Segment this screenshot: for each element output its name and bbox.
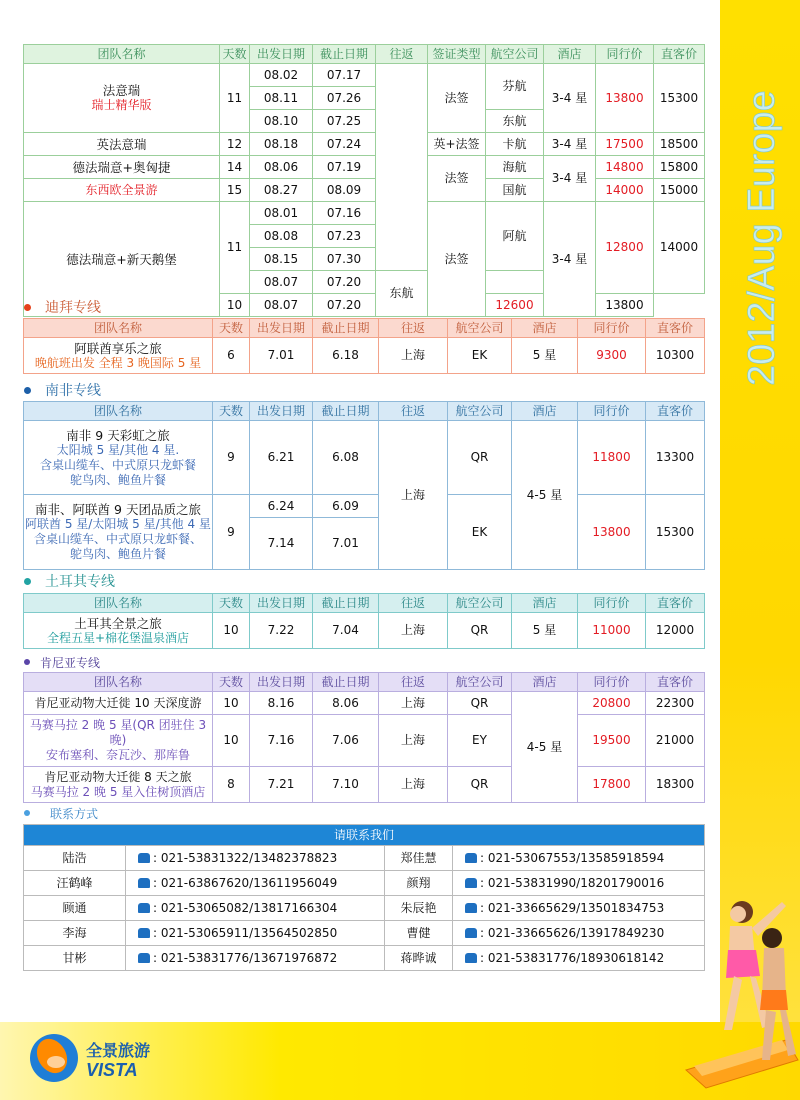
air-cell: EK <box>448 495 512 570</box>
peer-price: 13800 <box>596 64 654 133</box>
col-visa: 签证类型 <box>428 45 486 64</box>
phone-icon <box>465 853 477 863</box>
cut-cell: 7.10 <box>313 767 379 803</box>
peer-price: 20800 <box>578 692 646 715</box>
days-cell: 9 <box>213 421 250 495</box>
section-contact-title <box>24 804 98 822</box>
kenya-table <box>23 672 704 803</box>
col-route: 往返 <box>379 319 448 338</box>
cut-cell: 07.20 <box>313 294 376 317</box>
route-cell <box>376 64 428 271</box>
dep-cell: 08.07 <box>250 294 313 317</box>
contact-name: 蒋晔诚 <box>385 946 453 971</box>
dep-cell: 08.10 <box>250 110 313 133</box>
kenya-header-row <box>24 673 705 692</box>
route-cell: 上海 <box>379 692 448 715</box>
col-days: 天数 <box>213 319 250 338</box>
tour-name-cell: 马赛马拉 2 晚 5 星(QR 团驻住 3 晚) 安布塞利、奈瓦沙、那库鲁 <box>24 715 213 767</box>
cut-cell: 7.01 <box>313 518 379 570</box>
cut-cell: 07.24 <box>313 133 376 156</box>
direct-price: 18300 <box>646 767 705 803</box>
col-dep: 出发日期 <box>250 673 313 692</box>
direct-price: 15300 <box>646 495 705 570</box>
svg-text:2012/Aug Europe: 2012/Aug Europe <box>741 90 783 386</box>
peer-price: 11800 <box>578 421 646 495</box>
table-row <box>24 767 705 803</box>
direct-price: 15800 <box>654 156 705 179</box>
days-cell: 8 <box>213 767 250 803</box>
tour-name-cell: 东西欧全景游 <box>24 179 220 202</box>
svg-text:全景旅游: 全景旅游 <box>86 1043 151 1060</box>
col-name: 团队名称 <box>24 402 213 421</box>
cut-cell: 7.06 <box>313 715 379 767</box>
col-peer: 同行价 <box>578 402 646 421</box>
table-row <box>24 156 705 179</box>
contact-phone[interactable]: : 021-33665626/13917849230 <box>453 921 705 946</box>
col-days: 天数 <box>213 673 250 692</box>
days-cell: 9 <box>213 495 250 570</box>
bullet-icon <box>24 304 31 311</box>
turkey-table <box>23 593 704 649</box>
route-cell: 上海 <box>379 715 448 767</box>
phone-icon <box>138 853 150 863</box>
air-cell: 海航 <box>486 156 544 179</box>
phone-icon <box>465 903 477 913</box>
cut-cell: 07.20 <box>313 271 376 294</box>
peer-price: 14800 <box>596 156 654 179</box>
dubai-table <box>23 318 704 374</box>
contact-name: 曹健 <box>385 921 453 946</box>
col-air: 航空公司 <box>448 319 512 338</box>
contact-phone[interactable]: : 021-53831990/18201790016 <box>453 871 705 896</box>
dep-cell: 8.16 <box>250 692 313 715</box>
air-cell: QR <box>448 767 512 803</box>
dep-cell: 08.15 <box>250 248 313 271</box>
col-hotel: 酒店 <box>512 319 578 338</box>
tour-name-cell: 法意瑞 瑞士精华版 <box>24 64 220 133</box>
col-name: 团队名称 <box>24 45 220 64</box>
section-title-text: 土耳其专线 <box>45 574 115 590</box>
col-cut: 截止日期 <box>313 673 379 692</box>
days-cell: 10 <box>213 613 250 649</box>
col-air: 航空公司 <box>448 673 512 692</box>
table-row <box>24 133 705 156</box>
dubai-header-row <box>24 319 705 338</box>
tour-name-cell: 南非、阿联酋 9 天团品质之旅 阿联酋 5 星/太阳城 5 星/其他 4 星 含桌山缆车、中式原只龙虾餐、 鸵鸟肉、鲍鱼片餐 <box>24 495 213 570</box>
europe-header-row <box>24 45 705 64</box>
hotel-cell: 5 星 <box>512 338 578 374</box>
dep-cell: 7.01 <box>250 338 313 374</box>
hotel-cell: 3-4 星 <box>544 156 596 202</box>
table-row <box>24 715 705 767</box>
days-cell: 10 <box>220 294 250 317</box>
direct-price: 15000 <box>654 179 705 202</box>
section-turkey-title <box>24 572 115 590</box>
direct-price: 14000 <box>654 202 705 294</box>
contact-row <box>24 846 705 871</box>
section-kenya-title <box>24 653 100 671</box>
route-cell: 上海 <box>379 767 448 803</box>
peer-price: 19500 <box>578 715 646 767</box>
cut-cell: 07.17 <box>313 64 376 87</box>
col-days: 天数 <box>213 594 250 613</box>
contact-row <box>24 871 705 896</box>
peer-price: 13800 <box>578 495 646 570</box>
dep-cell: 08.18 <box>250 133 313 156</box>
visa-cell: 法签 <box>428 64 486 133</box>
turkey-header-row <box>24 594 705 613</box>
cut-cell: 07.19 <box>313 156 376 179</box>
dep-cell: 08.27 <box>250 179 313 202</box>
direct-price: 21000 <box>646 715 705 767</box>
section-title-text: 南非专线 <box>45 383 101 399</box>
tour-name-cell: 阿联酋享乐之旅 晚航班出发 全程 3 晚国际 5 星 <box>24 338 213 374</box>
contact-row <box>24 946 705 971</box>
air-cell: EY <box>448 715 512 767</box>
dep-cell: 08.07 <box>250 271 313 294</box>
peer-price: 14000 <box>596 179 654 202</box>
europe-table <box>23 44 704 317</box>
peer-price: 12800 <box>596 202 654 294</box>
table-row <box>24 495 705 518</box>
col-route: 往返 <box>379 673 448 692</box>
cut-cell: 07.26 <box>313 87 376 110</box>
col-dep: 出发日期 <box>250 319 313 338</box>
contact-phone[interactable]: : 021-53831322/13482378823 <box>126 846 385 871</box>
peer-price: 12600 <box>486 294 544 317</box>
section-safrica-title <box>24 381 101 399</box>
direct-price: 10300 <box>646 338 705 374</box>
direct-price: 18500 <box>654 133 705 156</box>
safrica-table <box>23 401 704 570</box>
hotel-cell: 5 星 <box>512 613 578 649</box>
contact-name: 顾通 <box>24 896 126 921</box>
contact-row <box>24 921 705 946</box>
route-cell: 上海 <box>379 421 448 570</box>
days-cell: 11 <box>220 202 250 294</box>
contact-phone[interactable]: : 021-53831776/13671976872 <box>126 946 385 971</box>
cut-cell: 07.30 <box>313 248 376 271</box>
dep-cell: 08.11 <box>250 87 313 110</box>
air-cell: EK <box>448 338 512 374</box>
direct-price: 15300 <box>654 64 705 133</box>
col-peer: 同行价 <box>578 319 646 338</box>
peer-price: 9300 <box>578 338 646 374</box>
table-row <box>24 613 705 649</box>
air-cell: 国航 <box>486 179 544 202</box>
table-row <box>24 692 705 715</box>
contact-phone[interactable]: : 021-53065911/13564502850 <box>126 921 385 946</box>
col-name: 团队名称 <box>24 594 213 613</box>
safrica-header-row <box>24 402 705 421</box>
col-dep: 出发日期 <box>250 45 313 64</box>
col-direct: 直客价 <box>654 45 705 64</box>
contact-name: 李海 <box>24 921 126 946</box>
col-hotel: 酒店 <box>512 673 578 692</box>
days-cell: 12 <box>220 133 250 156</box>
col-dep: 出发日期 <box>250 594 313 613</box>
col-direct: 直客价 <box>646 402 705 421</box>
cut-cell: 07.16 <box>313 202 376 225</box>
hotel-cell: 4-5 星 <box>512 692 578 803</box>
direct-price: 22300 <box>646 692 705 715</box>
dep-cell: 08.02 <box>250 64 313 87</box>
bullet-icon <box>24 387 31 394</box>
tour-name-cell: 德法瑞意+奥匈捷 <box>24 156 220 179</box>
contact-header: 请联系我们 <box>24 825 705 846</box>
col-route: 往返 <box>376 45 428 64</box>
col-cut: 截止日期 <box>313 319 379 338</box>
phone-icon <box>465 878 477 888</box>
table-row <box>24 338 705 374</box>
bullet-icon <box>24 810 30 816</box>
air-cell: QR <box>448 692 512 715</box>
air-cell: 芬航 <box>486 64 544 110</box>
cut-cell: 07.25 <box>313 110 376 133</box>
col-route: 往返 <box>379 594 448 613</box>
phone-icon <box>465 953 477 963</box>
col-peer: 同行价 <box>596 45 654 64</box>
direct-price: 13300 <box>646 421 705 495</box>
cut-cell: 8.06 <box>313 692 379 715</box>
contact-row <box>24 896 705 921</box>
contact-phone[interactable]: : 021-33665629/13501834753 <box>453 896 705 921</box>
tour-name-cell: 英法意瑞 <box>24 133 220 156</box>
cut-cell: 6.08 <box>313 421 379 495</box>
col-hotel: 酒店 <box>544 45 596 64</box>
col-peer: 同行价 <box>578 594 646 613</box>
hotel-cell: 3-4 星 <box>544 202 596 317</box>
col-days: 天数 <box>220 45 250 64</box>
dep-cell: 6.24 <box>250 495 313 518</box>
col-name: 团队名称 <box>24 673 213 692</box>
col-hotel: 酒店 <box>512 594 578 613</box>
dep-cell: 08.06 <box>250 156 313 179</box>
hotel-cell: 3-4 星 <box>544 133 596 156</box>
days-cell: 15 <box>220 179 250 202</box>
table-row <box>24 202 705 225</box>
contact-name: 颜翔 <box>385 871 453 896</box>
visa-cell: 英+法签 <box>428 133 486 156</box>
visa-cell: 法签 <box>428 202 486 317</box>
direct-price: 12000 <box>646 613 705 649</box>
hotel-cell: 4-5 星 <box>512 421 578 570</box>
dep-cell: 6.21 <box>250 421 313 495</box>
contact-name: 郑佳慧 <box>385 846 453 871</box>
beach-couple-illustration <box>676 880 800 1090</box>
air-cell: 东航 <box>486 110 544 133</box>
section-title-text: 肯尼亚专线 <box>40 655 101 670</box>
brand-logo <box>28 1028 198 1088</box>
visa-cell: 法签 <box>428 156 486 202</box>
air-cell: 阿航 <box>486 202 544 271</box>
col-direct: 直客价 <box>646 673 705 692</box>
phone-icon <box>465 928 477 938</box>
air-cell: 卡航 <box>486 133 544 156</box>
col-route: 往返 <box>379 402 448 421</box>
contact-phone[interactable]: : 021-53065082/13817166304 <box>126 896 385 921</box>
peer-price: 17500 <box>596 133 654 156</box>
contact-name: 汪鹤峰 <box>24 871 126 896</box>
contact-table <box>23 824 704 971</box>
col-air: 航空公司 <box>448 594 512 613</box>
direct-price: 13800 <box>596 294 654 317</box>
dep-cell: 7.22 <box>250 613 313 649</box>
col-air: 航空公司 <box>486 45 544 64</box>
air-cell: QR <box>448 421 512 495</box>
route-cell: 上海 <box>379 338 448 374</box>
bullet-icon <box>24 659 30 665</box>
col-cut: 截止日期 <box>313 402 379 421</box>
peer-price: 11000 <box>578 613 646 649</box>
col-direct: 直客价 <box>646 594 705 613</box>
route-cell: 上海 <box>379 613 448 649</box>
col-cut: 截止日期 <box>313 45 376 64</box>
days-cell: 11 <box>220 64 250 133</box>
col-days: 天数 <box>213 402 250 421</box>
tour-name-cell: 土耳其全景之旅 全程五星+棉花堡温泉酒店 <box>24 613 213 649</box>
bullet-icon <box>24 578 31 585</box>
phone-icon <box>138 953 150 963</box>
cut-cell: 6.09 <box>313 495 379 518</box>
section-title-text: 迪拜专线 <box>45 300 101 316</box>
contact-phone[interactable]: : 021-53067553/13585918594 <box>453 846 705 871</box>
section-title-text: 联系方式 <box>50 806 99 821</box>
svg-text:VISTA: VISTA <box>86 1060 138 1080</box>
air-cell: 东航 <box>376 271 428 317</box>
col-cut: 截止日期 <box>313 594 379 613</box>
peer-price: 17800 <box>578 767 646 803</box>
tour-name-cell: 肯尼亚动物大迁徙 10 天深度游 <box>24 692 213 715</box>
contact-name: 朱辰艳 <box>385 896 453 921</box>
table-row <box>24 179 705 202</box>
dep-cell: 08.08 <box>250 225 313 248</box>
days-cell: 14 <box>220 156 250 179</box>
contact-name: 甘彬 <box>24 946 126 971</box>
dep-cell: 7.16 <box>250 715 313 767</box>
days-cell: 10 <box>213 692 250 715</box>
dep-cell: 08.01 <box>250 202 313 225</box>
days-cell: 6 <box>213 338 250 374</box>
table-row <box>24 64 705 87</box>
phone-icon <box>138 878 150 888</box>
vertical-title <box>722 30 798 390</box>
table-row <box>24 421 705 495</box>
col-peer: 同行价 <box>578 673 646 692</box>
contact-phone[interactable]: : 021-53831776/18930618142 <box>453 946 705 971</box>
cut-cell: 07.23 <box>313 225 376 248</box>
days-cell: 10 <box>213 715 250 767</box>
contact-name: 陆浩 <box>24 846 126 871</box>
tour-name-cell: 南非 9 天彩虹之旅 太阳城 5 星/其他 4 星. 含桌山缆车、中式原只龙虾餐 鸵鸟肉、鲍鱼片餐 <box>24 421 213 495</box>
section-dubai-title <box>24 298 101 316</box>
cut-cell: 08.09 <box>313 179 376 202</box>
tour-name-cell: 肯尼亚动物大迁徙 8 天之旅 马赛马拉 2 晚 5 星入住树顶酒店 <box>24 767 213 803</box>
tour-name-cell: 德法瑞意+新天鹅堡 <box>24 202 220 317</box>
phone-icon <box>138 928 150 938</box>
cut-cell: 7.04 <box>313 613 379 649</box>
col-name: 团队名称 <box>24 319 213 338</box>
col-direct: 直客价 <box>646 319 705 338</box>
air-cell: QR <box>448 613 512 649</box>
col-air: 航空公司 <box>448 402 512 421</box>
dep-cell: 7.14 <box>250 518 313 570</box>
phone-icon <box>138 903 150 913</box>
col-hotel: 酒店 <box>512 402 578 421</box>
hotel-cell: 3-4 星 <box>544 64 596 133</box>
cut-cell: 6.18 <box>313 338 379 374</box>
col-dep: 出发日期 <box>250 402 313 421</box>
contact-phone[interactable]: : 021-63867620/13611956049 <box>126 871 385 896</box>
dep-cell: 7.21 <box>250 767 313 803</box>
